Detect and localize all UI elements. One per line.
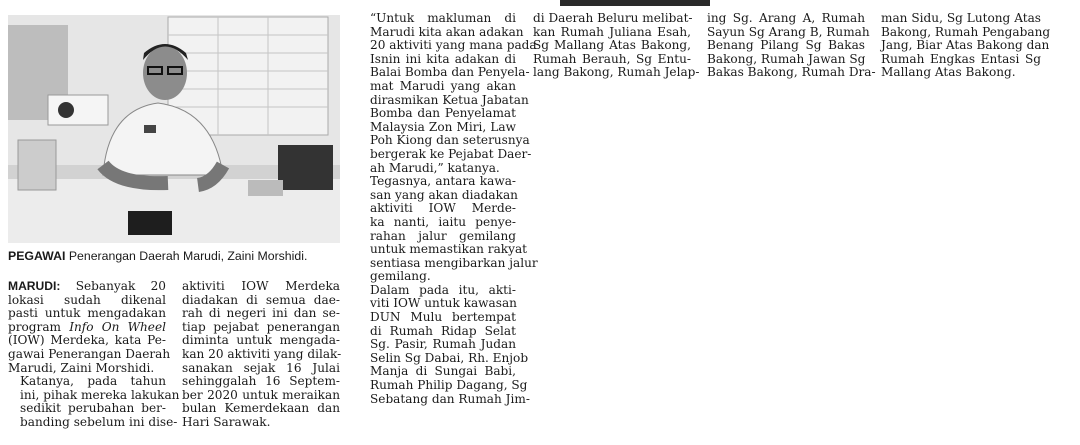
paragraph-5: Tegasnya, antara kawa- san yang akan diadakan aktiviti IOW Merde- ka nanti, iaitu penye- rahan jalur gemilang untuk memastikan rakyat sentiasa mengibarkan jalur gemilang.: [370, 174, 538, 284]
paragraph-8: ing Sg. Arang A, Rumah Sayun Sg Arang B, Rumah Benang Pilang Sg Bakas Bakong, Rumah Jawan Sg Bakas Bakong, Rumah Dra-: [707, 11, 876, 80]
paragraph-3: aktiviti IOW Merdeka diadakan di semua dae- rah di negeri ini dan se- tiap pejabat penerangan diminta untuk mengada- kan 20 aktiviti yang dilak- sanakan sejak 16 Julai sehinggalah 16 Septem- ber 2020 untuk meraikan bulan Kemerdekaan dan Hari Sarawak.: [182, 279, 342, 429]
caption-text: Penerangan Daerah Marudi, Zaini Morshidi.: [65, 249, 308, 263]
dateline: MARUDI:: [8, 279, 61, 293]
article-column-6: [881, 11, 1051, 80]
paragraph-4: “Untuk makluman di Marudi kita akan adakan 20 aktiviti yang mana pada Isnin ini kita adakan di Balai Bomba dan Penyela- mat Marudi yang akan dirasmikan Ketua Jabatan Bomba dan Penyelamat Malaysia Zon Miri, Law Poh Kiong dan seterusnya bergerak ke Pejabat Daer- ah Marudi,” katanya.: [370, 11, 537, 175]
program-name: Info On Wheel: [69, 319, 166, 334]
paragraph-7: di Daerah Beluru melibat- kan Rumah Juliana Esah, Sg Mallang Atas Bakong, Rumah Berauh, Sg Entu- lang Bakong, Rumah Jelap-: [533, 11, 700, 80]
news-photo: [8, 15, 340, 243]
office-portrait-photo-icon: [8, 15, 340, 243]
article-column-3: [358, 11, 538, 406]
article-column-1: [8, 279, 180, 430]
paragraph-2: Katanya, pada tahun ini, pihak mereka lakukan sedikit perubahan ber- banding sebelum ini dise-: [20, 374, 180, 429]
caption-lead: PEGAWAI: [8, 249, 66, 263]
article-column-5: [707, 11, 876, 80]
paragraph-1: MARUDI: Sebanyak 20 lokasi sudah dikenal pasti untuk mengadakan program Info On Wheel (IOW) Merdeka, kata Pe- gawai Penerangan Daerah Marudi, Zaini Morshidi.: [8, 279, 171, 375]
photo-caption: [8, 249, 340, 264]
article-column-2: [182, 280, 340, 430]
paragraph-6: Dalam pada itu, akti- viti IOW untuk kawasan DUN Mulu bertempat di Rumah Ridap Selat Sg. Pasir, Rumah Judan Selin Sg Dabai, Rh. Enjob Manja di Sungai Babi, Rumah Philip Dagang, Sg Sebatang dan Rumah Jim-: [370, 282, 530, 406]
article-column-4: [533, 11, 700, 80]
paragraph-9: man Sidu, Sg Lutong Atas Bakong, Rumah Pengabang Jang, Biar Atas Bakong dan Rumah Engkas Entasi Sg Mallang Atas Bakong.: [881, 11, 1051, 80]
headline-fragment: [560, 0, 710, 6]
